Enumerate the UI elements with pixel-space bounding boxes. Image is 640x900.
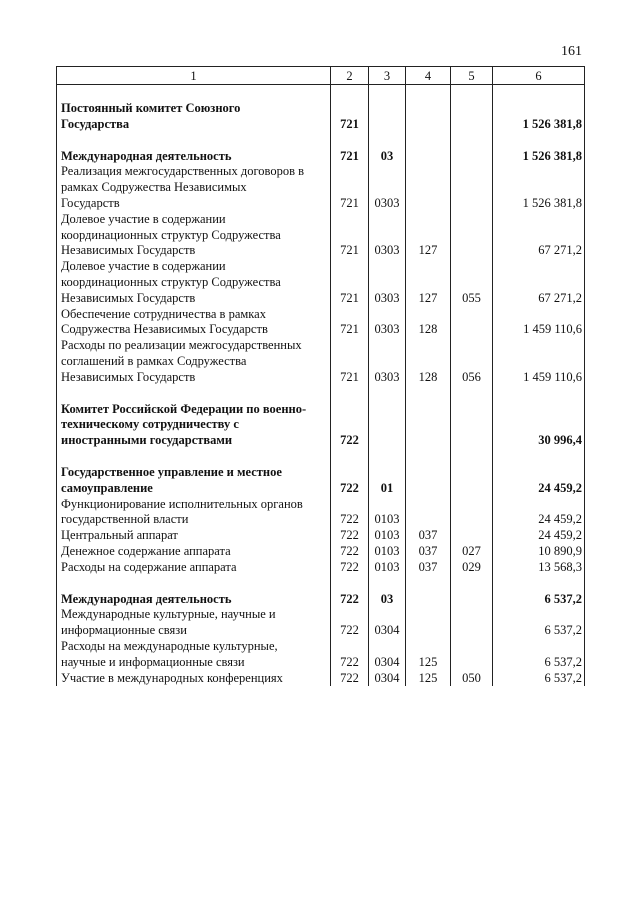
row-chapter: 721 xyxy=(331,322,369,338)
row-amount xyxy=(493,228,585,244)
row-expense-type xyxy=(451,402,493,418)
row-expense-type xyxy=(451,481,493,497)
row-target xyxy=(406,212,451,228)
row-amount xyxy=(493,259,585,275)
row-name: Международная деятельность xyxy=(57,592,331,608)
row-expense-type xyxy=(451,338,493,354)
row-amount: 6 537,2 xyxy=(493,655,585,671)
row-target xyxy=(406,101,451,117)
spacer-row xyxy=(57,576,585,592)
row-target xyxy=(406,275,451,291)
row-expense-type xyxy=(451,592,493,608)
table-row xyxy=(57,212,585,228)
row-target xyxy=(406,592,451,608)
row-chapter xyxy=(331,180,369,196)
row-target: 127 xyxy=(406,291,451,307)
row-expense-type xyxy=(451,180,493,196)
row-section: 0103 xyxy=(369,560,406,576)
table-row xyxy=(57,607,585,623)
row-name: Реализация межгосударственных договоров в xyxy=(57,164,331,180)
row-chapter xyxy=(331,228,369,244)
row-expense-type xyxy=(451,449,493,465)
row-expense-type xyxy=(451,354,493,370)
row-target xyxy=(406,449,451,465)
spacer-row xyxy=(57,449,585,465)
row-section: 0304 xyxy=(369,655,406,671)
spacer-row xyxy=(57,85,585,102)
table-row xyxy=(57,322,585,338)
row-amount: 13 568,3 xyxy=(493,560,585,576)
row-chapter: 721 xyxy=(331,117,369,133)
budget-table xyxy=(56,66,585,686)
row-section: 0103 xyxy=(369,512,406,528)
row-amount xyxy=(493,180,585,196)
row-target xyxy=(406,149,451,165)
row-target xyxy=(406,639,451,655)
table-row xyxy=(57,592,585,608)
row-target xyxy=(406,180,451,196)
row-name xyxy=(57,133,331,149)
row-expense-type xyxy=(451,259,493,275)
row-amount xyxy=(493,607,585,623)
header-col-6: 6 xyxy=(493,67,585,85)
row-amount: 67 271,2 xyxy=(493,291,585,307)
row-target xyxy=(406,354,451,370)
row-expense-type: 050 xyxy=(451,671,493,687)
row-amount: 6 537,2 xyxy=(493,592,585,608)
table-row xyxy=(57,639,585,655)
row-chapter: 721 xyxy=(331,149,369,165)
row-chapter xyxy=(331,354,369,370)
row-expense-type xyxy=(451,417,493,433)
row-chapter xyxy=(331,85,369,102)
row-amount xyxy=(493,133,585,149)
row-section xyxy=(369,338,406,354)
row-target xyxy=(406,623,451,639)
row-name: техническому сотрудничеству с xyxy=(57,417,331,433)
row-amount xyxy=(493,465,585,481)
row-amount xyxy=(493,576,585,592)
table-row xyxy=(57,402,585,418)
table-row xyxy=(57,101,585,117)
row-chapter xyxy=(331,164,369,180)
row-expense-type xyxy=(451,117,493,133)
row-expense-type: 056 xyxy=(451,370,493,386)
row-name: иностранными государствами xyxy=(57,433,331,449)
row-name: Международная деятельность xyxy=(57,149,331,165)
row-amount xyxy=(493,449,585,465)
row-target xyxy=(406,576,451,592)
table-row xyxy=(57,481,585,497)
row-amount xyxy=(493,275,585,291)
row-section xyxy=(369,101,406,117)
row-amount: 30 996,4 xyxy=(493,433,585,449)
row-expense-type xyxy=(451,149,493,165)
row-target: 125 xyxy=(406,671,451,687)
table-row xyxy=(57,196,585,212)
row-section xyxy=(369,417,406,433)
table-row xyxy=(57,164,585,180)
row-section xyxy=(369,228,406,244)
row-amount xyxy=(493,402,585,418)
row-name: Функционирование исполнительных органов xyxy=(57,497,331,513)
row-target xyxy=(406,164,451,180)
row-chapter xyxy=(331,212,369,228)
row-amount xyxy=(493,639,585,655)
row-expense-type xyxy=(451,164,493,180)
row-name: самоуправление xyxy=(57,481,331,497)
row-expense-type xyxy=(451,275,493,291)
header-col-2: 2 xyxy=(331,67,369,85)
header-row xyxy=(57,67,585,85)
row-name: Постоянный комитет Союзного xyxy=(57,101,331,117)
row-amount xyxy=(493,164,585,180)
row-name xyxy=(57,85,331,102)
row-amount: 6 537,2 xyxy=(493,671,585,687)
row-section: 01 xyxy=(369,481,406,497)
row-expense-type xyxy=(451,512,493,528)
row-expense-type xyxy=(451,307,493,323)
row-chapter xyxy=(331,417,369,433)
row-expense-type xyxy=(451,607,493,623)
row-name: соглашений в рамках Содружества xyxy=(57,354,331,370)
row-chapter xyxy=(331,639,369,655)
row-expense-type xyxy=(451,528,493,544)
row-target xyxy=(406,228,451,244)
row-section: 0103 xyxy=(369,544,406,560)
row-name: Содружества Независимых Государств xyxy=(57,322,331,338)
row-section xyxy=(369,402,406,418)
row-amount xyxy=(493,386,585,402)
header-col-3: 3 xyxy=(369,67,406,85)
row-section xyxy=(369,85,406,102)
table-row xyxy=(57,149,585,165)
row-expense-type xyxy=(451,639,493,655)
row-amount: 1 526 381,8 xyxy=(493,196,585,212)
row-name: Центральный аппарат xyxy=(57,528,331,544)
row-name: Независимых Государств xyxy=(57,291,331,307)
row-section xyxy=(369,180,406,196)
row-chapter xyxy=(331,386,369,402)
row-amount xyxy=(493,307,585,323)
row-target xyxy=(406,386,451,402)
row-expense-type xyxy=(451,433,493,449)
row-amount xyxy=(493,497,585,513)
row-chapter xyxy=(331,607,369,623)
row-section xyxy=(369,433,406,449)
row-target xyxy=(406,481,451,497)
table-row xyxy=(57,623,585,639)
table-row xyxy=(57,465,585,481)
row-name: Международные культурные, научные и xyxy=(57,607,331,623)
row-chapter: 722 xyxy=(331,560,369,576)
row-section xyxy=(369,449,406,465)
row-section: 0303 xyxy=(369,322,406,338)
table-row xyxy=(57,512,585,528)
row-expense-type: 029 xyxy=(451,560,493,576)
row-chapter: 722 xyxy=(331,623,369,639)
row-amount xyxy=(493,212,585,228)
row-section: 0304 xyxy=(369,623,406,639)
row-target xyxy=(406,465,451,481)
table-row xyxy=(57,338,585,354)
row-amount: 24 459,2 xyxy=(493,512,585,528)
row-target xyxy=(406,196,451,212)
row-section: 03 xyxy=(369,149,406,165)
row-name xyxy=(57,449,331,465)
row-target: 037 xyxy=(406,528,451,544)
row-section xyxy=(369,576,406,592)
row-chapter xyxy=(331,465,369,481)
row-expense-type xyxy=(451,228,493,244)
row-chapter xyxy=(331,133,369,149)
row-amount: 1 459 110,6 xyxy=(493,370,585,386)
row-name: научные и информационные связи xyxy=(57,655,331,671)
table-row xyxy=(57,180,585,196)
row-name: Долевое участие в содержании xyxy=(57,212,331,228)
table-row xyxy=(57,228,585,244)
row-section xyxy=(369,275,406,291)
row-expense-type xyxy=(451,212,493,228)
table-row xyxy=(57,497,585,513)
header-col-5: 5 xyxy=(451,67,493,85)
row-target: 037 xyxy=(406,560,451,576)
row-amount xyxy=(493,85,585,102)
row-name: Независимых Государств xyxy=(57,370,331,386)
row-amount: 24 459,2 xyxy=(493,481,585,497)
table-body xyxy=(57,85,585,687)
row-target xyxy=(406,497,451,513)
row-target: 128 xyxy=(406,322,451,338)
row-section: 0304 xyxy=(369,671,406,687)
row-name xyxy=(57,386,331,402)
row-section xyxy=(369,497,406,513)
table-row xyxy=(57,417,585,433)
row-chapter xyxy=(331,101,369,117)
row-chapter xyxy=(331,576,369,592)
row-expense-type xyxy=(451,101,493,117)
table-row xyxy=(57,117,585,133)
row-target xyxy=(406,259,451,275)
table-row xyxy=(57,528,585,544)
row-name xyxy=(57,576,331,592)
table-row xyxy=(57,275,585,291)
row-name: Комитет Российской Федерации по военно- xyxy=(57,402,331,418)
row-target: 127 xyxy=(406,243,451,259)
row-expense-type xyxy=(451,243,493,259)
row-name: Участие в международных конференциях xyxy=(57,671,331,687)
table-row xyxy=(57,655,585,671)
row-name: Расходы по реализации межгосударственных xyxy=(57,338,331,354)
row-amount: 1 459 110,6 xyxy=(493,322,585,338)
row-expense-type xyxy=(451,623,493,639)
table-row xyxy=(57,243,585,259)
row-section: 0303 xyxy=(369,243,406,259)
row-name: Государства xyxy=(57,117,331,133)
row-target xyxy=(406,402,451,418)
row-expense-type xyxy=(451,196,493,212)
row-target xyxy=(406,433,451,449)
row-section xyxy=(369,164,406,180)
row-chapter: 722 xyxy=(331,592,369,608)
row-chapter: 721 xyxy=(331,291,369,307)
row-chapter xyxy=(331,259,369,275)
row-name: координационных структур Содружества xyxy=(57,228,331,244)
row-chapter: 722 xyxy=(331,671,369,687)
row-name: рамках Содружества Независимых xyxy=(57,180,331,196)
row-expense-type xyxy=(451,85,493,102)
row-section xyxy=(369,117,406,133)
row-section xyxy=(369,307,406,323)
row-section xyxy=(369,386,406,402)
header-col-1: 1 xyxy=(57,67,331,85)
row-target xyxy=(406,85,451,102)
row-chapter: 722 xyxy=(331,481,369,497)
row-chapter: 722 xyxy=(331,433,369,449)
row-amount xyxy=(493,338,585,354)
row-chapter: 722 xyxy=(331,544,369,560)
spacer-row xyxy=(57,133,585,149)
row-section xyxy=(369,465,406,481)
row-amount: 24 459,2 xyxy=(493,528,585,544)
row-chapter: 721 xyxy=(331,243,369,259)
row-amount xyxy=(493,354,585,370)
row-expense-type xyxy=(451,497,493,513)
row-name: Обеспечение сотрудничества в рамках xyxy=(57,307,331,323)
row-chapter xyxy=(331,307,369,323)
page-number: 161 xyxy=(561,44,582,59)
row-amount xyxy=(493,417,585,433)
row-chapter: 722 xyxy=(331,655,369,671)
row-chapter: 721 xyxy=(331,196,369,212)
row-name: Расходы на содержание аппарата xyxy=(57,560,331,576)
row-section: 0103 xyxy=(369,528,406,544)
row-name: Государственное управление и местное xyxy=(57,465,331,481)
row-amount: 6 537,2 xyxy=(493,623,585,639)
row-section: 03 xyxy=(369,592,406,608)
row-expense-type xyxy=(451,322,493,338)
row-amount xyxy=(493,101,585,117)
row-name: Долевое участие в содержании xyxy=(57,259,331,275)
row-chapter: 721 xyxy=(331,370,369,386)
row-target: 125 xyxy=(406,655,451,671)
row-amount: 1 526 381,8 xyxy=(493,117,585,133)
table-row xyxy=(57,370,585,386)
row-section: 0303 xyxy=(369,196,406,212)
row-section xyxy=(369,607,406,623)
row-amount: 1 526 381,8 xyxy=(493,149,585,165)
row-name: координационных структур Содружества xyxy=(57,275,331,291)
row-target: 037 xyxy=(406,544,451,560)
row-section xyxy=(369,639,406,655)
table-row xyxy=(57,259,585,275)
row-target xyxy=(406,417,451,433)
row-target xyxy=(406,607,451,623)
table-row xyxy=(57,354,585,370)
row-target: 128 xyxy=(406,370,451,386)
row-chapter: 722 xyxy=(331,512,369,528)
row-name: государственной власти xyxy=(57,512,331,528)
row-chapter xyxy=(331,497,369,513)
header-col-4: 4 xyxy=(406,67,451,85)
row-section xyxy=(369,212,406,228)
row-name: Расходы на международные культурные, xyxy=(57,639,331,655)
row-name: Независимых Государств xyxy=(57,243,331,259)
row-target xyxy=(406,307,451,323)
row-amount: 67 271,2 xyxy=(493,243,585,259)
row-target xyxy=(406,512,451,528)
row-chapter xyxy=(331,338,369,354)
row-expense-type: 055 xyxy=(451,291,493,307)
row-section: 0303 xyxy=(369,370,406,386)
spacer-row xyxy=(57,386,585,402)
row-amount: 10 890,9 xyxy=(493,544,585,560)
row-chapter: 722 xyxy=(331,528,369,544)
row-section xyxy=(369,259,406,275)
table-row xyxy=(57,433,585,449)
row-name: Денежное содержание аппарата xyxy=(57,544,331,560)
row-section xyxy=(369,354,406,370)
row-expense-type xyxy=(451,465,493,481)
row-name: информационные связи xyxy=(57,623,331,639)
row-chapter xyxy=(331,449,369,465)
row-expense-type xyxy=(451,576,493,592)
row-target xyxy=(406,117,451,133)
row-target xyxy=(406,338,451,354)
row-expense-type xyxy=(451,655,493,671)
row-chapter xyxy=(331,275,369,291)
row-section: 0303 xyxy=(369,291,406,307)
table-row xyxy=(57,544,585,560)
table-row xyxy=(57,560,585,576)
row-target xyxy=(406,133,451,149)
table-row xyxy=(57,307,585,323)
row-name: Государств xyxy=(57,196,331,212)
row-expense-type xyxy=(451,133,493,149)
row-section xyxy=(369,133,406,149)
table-row xyxy=(57,291,585,307)
table-row xyxy=(57,671,585,687)
row-expense-type: 027 xyxy=(451,544,493,560)
row-expense-type xyxy=(451,386,493,402)
row-chapter xyxy=(331,402,369,418)
